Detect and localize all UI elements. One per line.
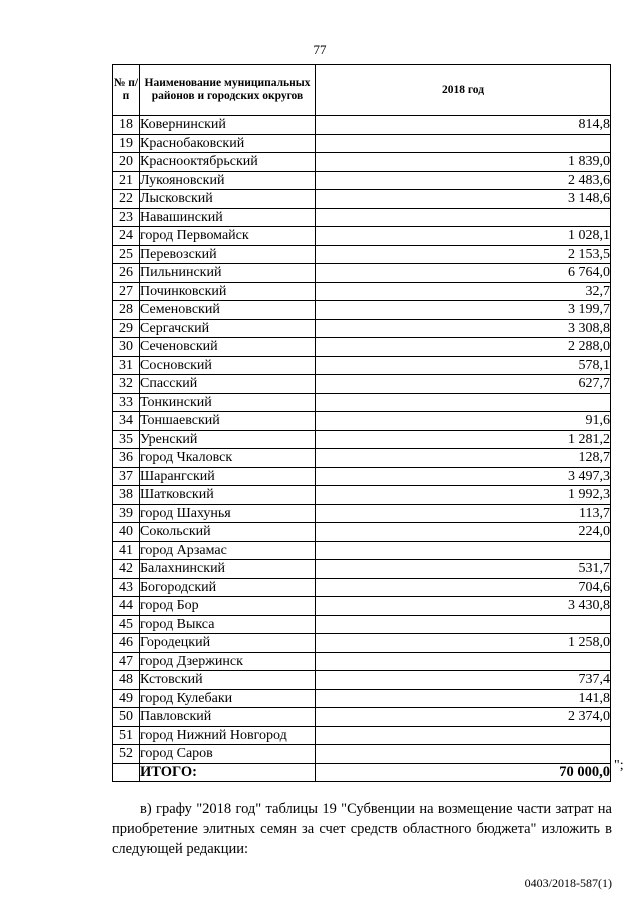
district-name: город Первомайск [140,227,316,246]
table-header-row [113,65,611,116]
row-number: 31 [113,356,140,375]
total-row [113,763,611,782]
table-row [113,541,611,560]
table-row [113,486,611,505]
row-number: 38 [113,486,140,505]
table-row [113,560,611,579]
subsidy-value: 578,1 [316,356,611,375]
district-name: город Шахунья [140,504,316,523]
subsidy-value [316,726,611,745]
subsidy-value: 224,0 [316,523,611,542]
table-row [113,116,611,135]
row-number: 42 [113,560,140,579]
table-row [113,615,611,634]
row-number: 50 [113,708,140,727]
row-number: 34 [113,412,140,431]
table-row [113,449,611,468]
district-name: Шарангский [140,467,316,486]
row-number: 44 [113,597,140,616]
district-name: город Арзамас [140,541,316,560]
table-row [113,430,611,449]
subsidy-value: 3 199,7 [316,301,611,320]
table-row [113,671,611,690]
table-row [113,319,611,338]
subsidy-value: 1 281,2 [316,430,611,449]
district-name: Кстовский [140,671,316,690]
header-name: Наименование муниципальных районов и городских округов [140,65,316,116]
row-number: 45 [113,615,140,634]
row-number: 26 [113,264,140,283]
table-row [113,171,611,190]
district-name: Тоншаевский [140,412,316,431]
subsidy-value: 113,7 [316,504,611,523]
row-number: 48 [113,671,140,690]
district-name: Навашинский [140,208,316,227]
subsidy-value: 128,7 [316,449,611,468]
table-row [113,412,611,431]
subsidy-value [316,615,611,634]
district-name: город Саров [140,745,316,764]
row-number: 33 [113,393,140,412]
table-row [113,726,611,745]
row-number: 49 [113,689,140,708]
row-number: 41 [113,541,140,560]
subsidy-value: 704,6 [316,578,611,597]
subsidy-value [316,541,611,560]
subsidy-value [316,652,611,671]
amendment-paragraph: в) графу "2018 год" таблицы 19 "Субвенции на возмещение части затрат на приобретение элитных семян за счет средств областного бюджета" изложить в следующей редакции: [112,801,612,857]
district-name: Балахнинский [140,560,316,579]
district-name: город Выкса [140,615,316,634]
table-row [113,578,611,597]
subsidy-value: 2 374,0 [316,708,611,727]
table-row [113,264,611,283]
subsidy-value: 3 430,8 [316,597,611,616]
row-number: 23 [113,208,140,227]
district-name: Сеченовский [140,338,316,357]
closing-quote-mark: "; [614,758,624,773]
table-row [113,338,611,357]
subsidy-value [316,134,611,153]
row-number: 32 [113,375,140,394]
district-name: Сокольский [140,523,316,542]
row-number: 21 [113,171,140,190]
district-name: Краснобаковский [140,134,316,153]
district-name: Починковский [140,282,316,301]
subsidy-value: 3 497,3 [316,467,611,486]
row-number: 29 [113,319,140,338]
district-name: город Дзержинск [140,652,316,671]
subsidy-value: 737,4 [316,671,611,690]
table-row [113,652,611,671]
row-number: 22 [113,190,140,209]
table-body [113,116,611,764]
subsidy-value [316,208,611,227]
row-number: 25 [113,245,140,264]
district-name: Уренский [140,430,316,449]
district-name: Ковернинский [140,116,316,135]
district-name: Перевозский [140,245,316,264]
row-number: 19 [113,134,140,153]
subsidy-table [112,64,611,782]
district-name: Краснооктябрьский [140,153,316,172]
district-name: Спасский [140,375,316,394]
table-row [113,245,611,264]
district-name: Тонкинский [140,393,316,412]
district-name: город Кулебаки [140,689,316,708]
header-num: № п/п [113,65,140,116]
subsidy-value: 2 483,6 [316,171,611,190]
table-row [113,208,611,227]
document-code: 0403/2018-587(1) [524,876,612,890]
table-row [113,708,611,727]
district-name: Городецкий [140,634,316,653]
row-number: 24 [113,227,140,246]
table-row [113,393,611,412]
table-row [113,375,611,394]
table-row [113,689,611,708]
subsidy-value: 2 153,5 [316,245,611,264]
row-number: 18 [113,116,140,135]
total-label: ИТОГО: [140,763,316,782]
district-name: Сергачский [140,319,316,338]
table-row [113,190,611,209]
page-number: 77 [313,42,327,57]
total-value: 70 000,0 [316,763,611,782]
district-name: Богородский [140,578,316,597]
district-name: город Бор [140,597,316,616]
subsidy-value: 3 148,6 [316,190,611,209]
district-name: Павловский [140,708,316,727]
subsidy-value: 814,8 [316,116,611,135]
table-row [113,504,611,523]
subsidy-value: 1 992,3 [316,486,611,505]
row-number: 36 [113,449,140,468]
subsidy-value: 531,7 [316,560,611,579]
district-name: город Нижний Новгород [140,726,316,745]
table-row [113,523,611,542]
table-row [113,356,611,375]
subsidy-value: 141,8 [316,689,611,708]
total-num-cell [113,763,140,782]
row-number: 51 [113,726,140,745]
district-name: Семеновский [140,301,316,320]
row-number: 30 [113,338,140,357]
row-number: 37 [113,467,140,486]
subsidy-value: 2 288,0 [316,338,611,357]
table-row [113,634,611,653]
subsidy-value: 1 028,1 [316,227,611,246]
subsidy-value: 1 839,0 [316,153,611,172]
table-row [113,745,611,764]
table-row [113,153,611,172]
district-name: Пильнинский [140,264,316,283]
subsidy-value: 32,7 [316,282,611,301]
subsidy-value [316,745,611,764]
table-row [113,282,611,301]
subsidy-value: 91,6 [316,412,611,431]
header-year: 2018 год [316,65,611,116]
row-number: 35 [113,430,140,449]
table-row [113,134,611,153]
subsidy-value: 3 308,8 [316,319,611,338]
district-name: Лукояновский [140,171,316,190]
row-number: 43 [113,578,140,597]
table-row [113,467,611,486]
table-row [113,227,611,246]
row-number: 20 [113,153,140,172]
subsidy-value: 627,7 [316,375,611,394]
row-number: 40 [113,523,140,542]
row-number: 46 [113,634,140,653]
subsidy-value: 6 764,0 [316,264,611,283]
row-number: 52 [113,745,140,764]
table-row [113,301,611,320]
district-name: Сосновский [140,356,316,375]
row-number: 39 [113,504,140,523]
district-name: Лысковский [140,190,316,209]
subsidy-value: 1 258,0 [316,634,611,653]
row-number: 28 [113,301,140,320]
row-number: 27 [113,282,140,301]
table-row [113,597,611,616]
district-name: город Чкаловск [140,449,316,468]
row-number: 47 [113,652,140,671]
subsidy-value [316,393,611,412]
district-name: Шатковский [140,486,316,505]
